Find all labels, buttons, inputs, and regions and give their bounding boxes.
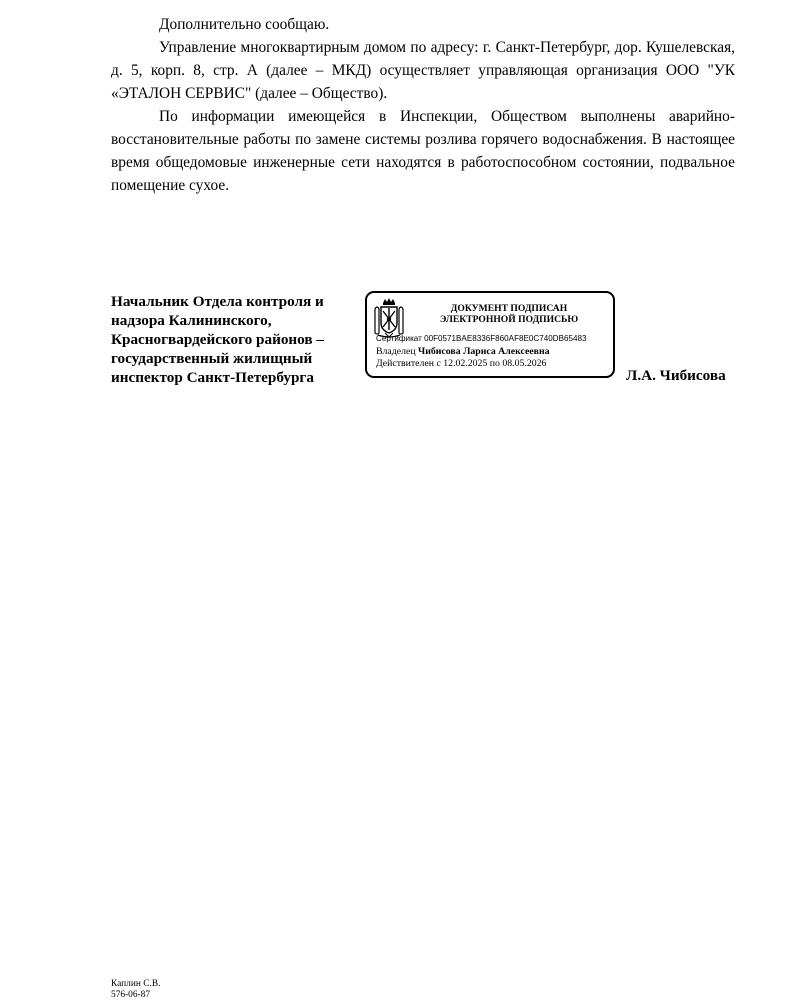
stamp-owner xyxy=(376,346,550,358)
signer-position-line: Начальник Отдела контроля и xyxy=(111,293,324,310)
signer-position-line: Красногвардейского районов – xyxy=(111,331,324,348)
executor-info xyxy=(111,979,160,1001)
stamp-owner-label: Владелец xyxy=(376,346,416,357)
electronic-signature-stamp xyxy=(365,291,615,378)
signer-name: Л.А. Чибисова xyxy=(626,367,726,384)
letter-body xyxy=(111,13,735,197)
signer-position-line: государственный жилищный xyxy=(111,350,313,367)
executor-phone: 576-06-87 xyxy=(111,990,151,1000)
signer-position-line: надзора Калининского, xyxy=(111,312,272,329)
body-paragraph-3: По информации имеющейся в Инспекции, Обществом выполнены аварийно-восстановительные работы по замене системы розлива горячего водоснабжения. В настоящее время общедомовые инженерные сети находятся в работоспособном состоянии, подвальное помещение сухое. xyxy=(111,108,735,194)
signer-position xyxy=(111,292,356,387)
coat-of-arms-icon xyxy=(374,297,404,339)
body-paragraph-2: Управление многоквартирным домом по адресу: г. Санкт-Петербург, дор. Кушелевская, д. 5, корп. 8, стр. А (далее – МКД) осуществляет управляющая организация ООО "УК «ЭТАЛОН СЕРВИС" (далее – Общество). xyxy=(111,39,735,102)
stamp-owner-name: Чибисова Лариса Алексеевна xyxy=(418,346,550,357)
body-paragraph-1: Дополнительно сообщаю. xyxy=(159,16,330,33)
stamp-title-line-2: ЭЛЕКТРОННОЙ ПОДПИСЬЮ xyxy=(439,314,579,325)
stamp-certificate: Сертификат 00F0571BAE8336F860AF8E0C740DB65483 xyxy=(376,334,587,343)
stamp-validity: Действителен с 12.02.2025 по 08.05.2026 xyxy=(376,358,547,369)
signer-position-line: инспектор Санкт-Петербурга xyxy=(111,369,314,386)
executor-name: Каплин С.В. xyxy=(111,979,161,989)
stamp-title-line-1: ДОКУМЕНТ ПОДПИСАН xyxy=(450,303,568,314)
